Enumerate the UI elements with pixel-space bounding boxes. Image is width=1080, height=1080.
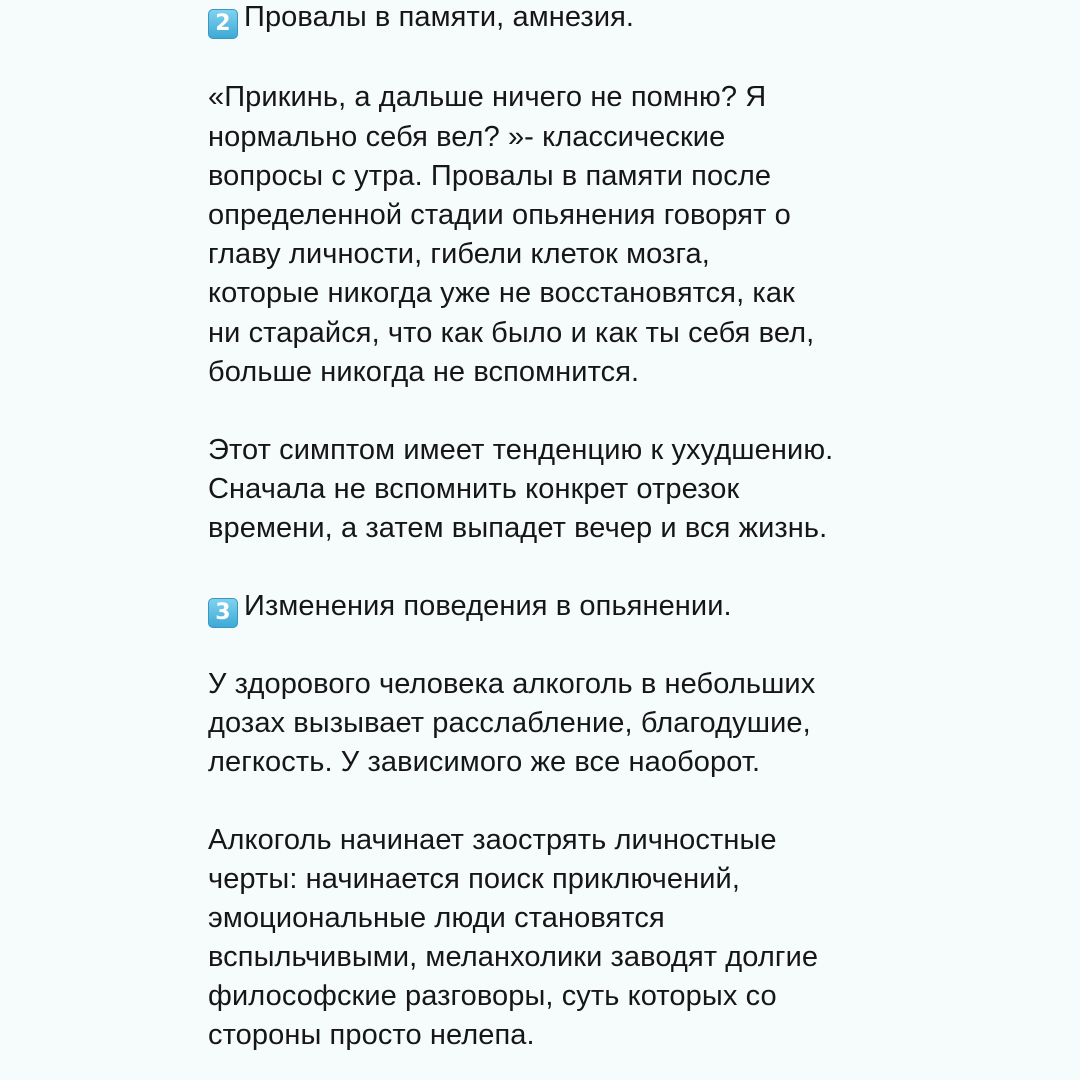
text-line: главу личности, гибели клеток мозга, — [208, 238, 710, 270]
text-line: стороны просто нелепа. — [208, 1019, 535, 1051]
text-line: вспыльчивыми, меланхолики заводят долгие — [208, 941, 819, 973]
section-3-heading-text: Изменения поведения в опьянении. — [244, 590, 732, 622]
keycap-digit-two-icon: 2 — [208, 9, 238, 39]
text-line: времени, а затем выпадет вечер и вся жизнь. — [208, 512, 828, 544]
section-3-heading — [208, 586, 732, 628]
text-line: легкость. У зависимого же все наоборот. — [208, 746, 761, 778]
section-2-heading-text: Провалы в памяти, амнезия. — [244, 1, 635, 33]
text-line: вопросы с утра. Провалы в памяти после — [208, 160, 772, 192]
text-line: философские разговоры, суть которых со — [208, 980, 777, 1012]
text-line: нормально себя вел? »- классические — [208, 121, 726, 153]
text-line: черты: начинается поиск приключений, — [208, 863, 740, 895]
text-line: Этот симптом имеет тенденцию к ухудшению. — [208, 434, 834, 466]
text-line: ни старайся, что как было и как ты себя вел, — [208, 317, 815, 349]
text-line: больше никогда не вспомнится. — [208, 356, 640, 388]
text-line: которые никогда уже не восстановятся, как — [208, 277, 795, 309]
text-line: У здорового человека алкоголь в небольших — [208, 668, 816, 700]
text-line: эмоциональные люди становятся — [208, 902, 665, 934]
text-line: дозах вызывает расслабление, благодушие, — [208, 707, 811, 739]
text-line: Алкоголь начинает заострять личностные — [208, 824, 777, 856]
text-line: определенной стадии опьянения говорят о — [208, 199, 791, 231]
keycap-digit-three-icon: 3 — [208, 598, 238, 628]
section-2-heading — [208, 0, 634, 39]
text-line: Сначала не вспомнить конкрет отрезок — [208, 473, 740, 505]
text-line: «Прикинь, а дальше ничего не помню? Я — [208, 81, 767, 113]
